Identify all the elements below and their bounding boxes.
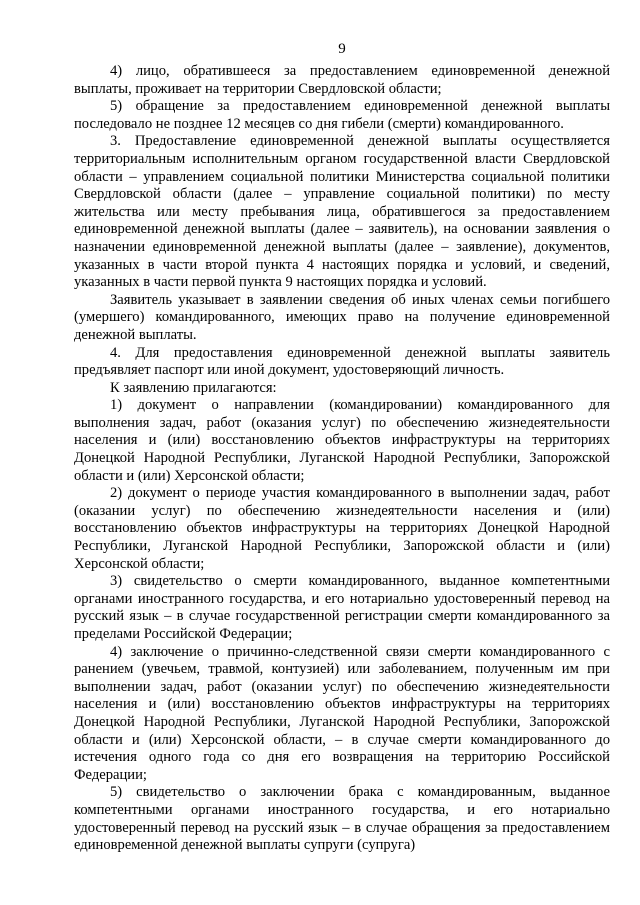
paragraph-attachment-4: 4) заключение о причинно-следственной связи смерти командированного с ранением (увечьем, травмой, контузией) или заболеванием, полученным им при выполнении задач, работ (оказании услуг) по обеспечению жизнедеятельности населения и (или) восстановлению объектов инфраструктуры на территориях Донецкой Народной Республики, Луганской Народной Республики, Запорожской области и (или) Херсонской области, – в случае смерти командированного до истечения одного года со дня его возвращения на территорию Российской Федерации;	[74, 643, 610, 783]
paragraph-clause-3: 3. Предоставление единовременной денежной выплаты осуществляется территориальным исполнительным органом государственной власти Свердловской области – управлением социальной политики Министерства социальной политики Свердловской области (далее – управление социальной политики) по месту жительства или месту пребывания лица, обратившегося за предоставлением единовременной денежной выплаты (далее – заявитель), на основании заявления о назначении единовременной денежной выплаты (далее – заявление), документов, указанных в части второй пункта 4 настоящих порядка и условий, и сведений, указанных в части первой пункта 9 настоящих порядка и условий.	[74, 133, 610, 291]
paragraph-item-5: 5) обращение за предоставлением единовременной денежной выплаты последовало не позднее 12 месяцев со дня гибели (смерти) командированного.	[74, 98, 610, 132]
paragraph-applicant-info: Заявитель указывает в заявлении сведения об иных членах семьи погибшего (умершего) командированного, имеющих право на получение единовременной денежной выплаты.	[74, 291, 610, 343]
paragraph-attachment-5: 5) свидетельство о заключении брака с командированным, выданное компетентными органами иностранного государства, и его нотариально удостоверенный перевод на русский язык – в случае обращения за предоставлением единовременной денежной выплаты супруги (супруга)	[74, 784, 610, 854]
paragraph-attachment-1: 1) документ о направлении (командировании) командированного для выполнения задач, работ (оказания услуг) по обеспечению жизнедеятельности населения и (или) восстановлению объектов инфраструктуры на территориях Донецкой Народной Республики, Луганской Народной Республики, Запорожской области и (или) Херсонской области;	[74, 397, 610, 484]
paragraph-attachments-intro: К заявлению прилагаются:	[110, 379, 277, 396]
paragraph-item-4: 4) лицо, обратившееся за предоставлением единовременной денежной выплаты, проживает на территории Свердловской области;	[74, 63, 610, 97]
paragraph-attachment-3: 3) свидетельство о смерти командированного, выданное компетентными органами иностранного государства, и его нотариально удостоверенный перевод на русский язык – в случае государственной регистрации смерти командированного за пределами Российской Федерации;	[74, 573, 610, 642]
document-page	[74, 40, 610, 855]
paragraph-clause-4: 4. Для предоставления единовременной денежной выплаты заявитель предъявляет паспорт или иной документ, удостоверяющий личность.	[74, 344, 610, 379]
paragraph-attachment-2: 2) документ о периоде участия командированного в выполнении задач, работ (оказании услуг) по обеспечению жизнедеятельности населения и (или) восстановлению объектов инфраструктуры на территориях Донецкой Народной Республики, Луганской Народной Республики, Запорожской области и (или) Херсонской области;	[74, 485, 610, 572]
page-number: 9	[338, 41, 346, 57]
